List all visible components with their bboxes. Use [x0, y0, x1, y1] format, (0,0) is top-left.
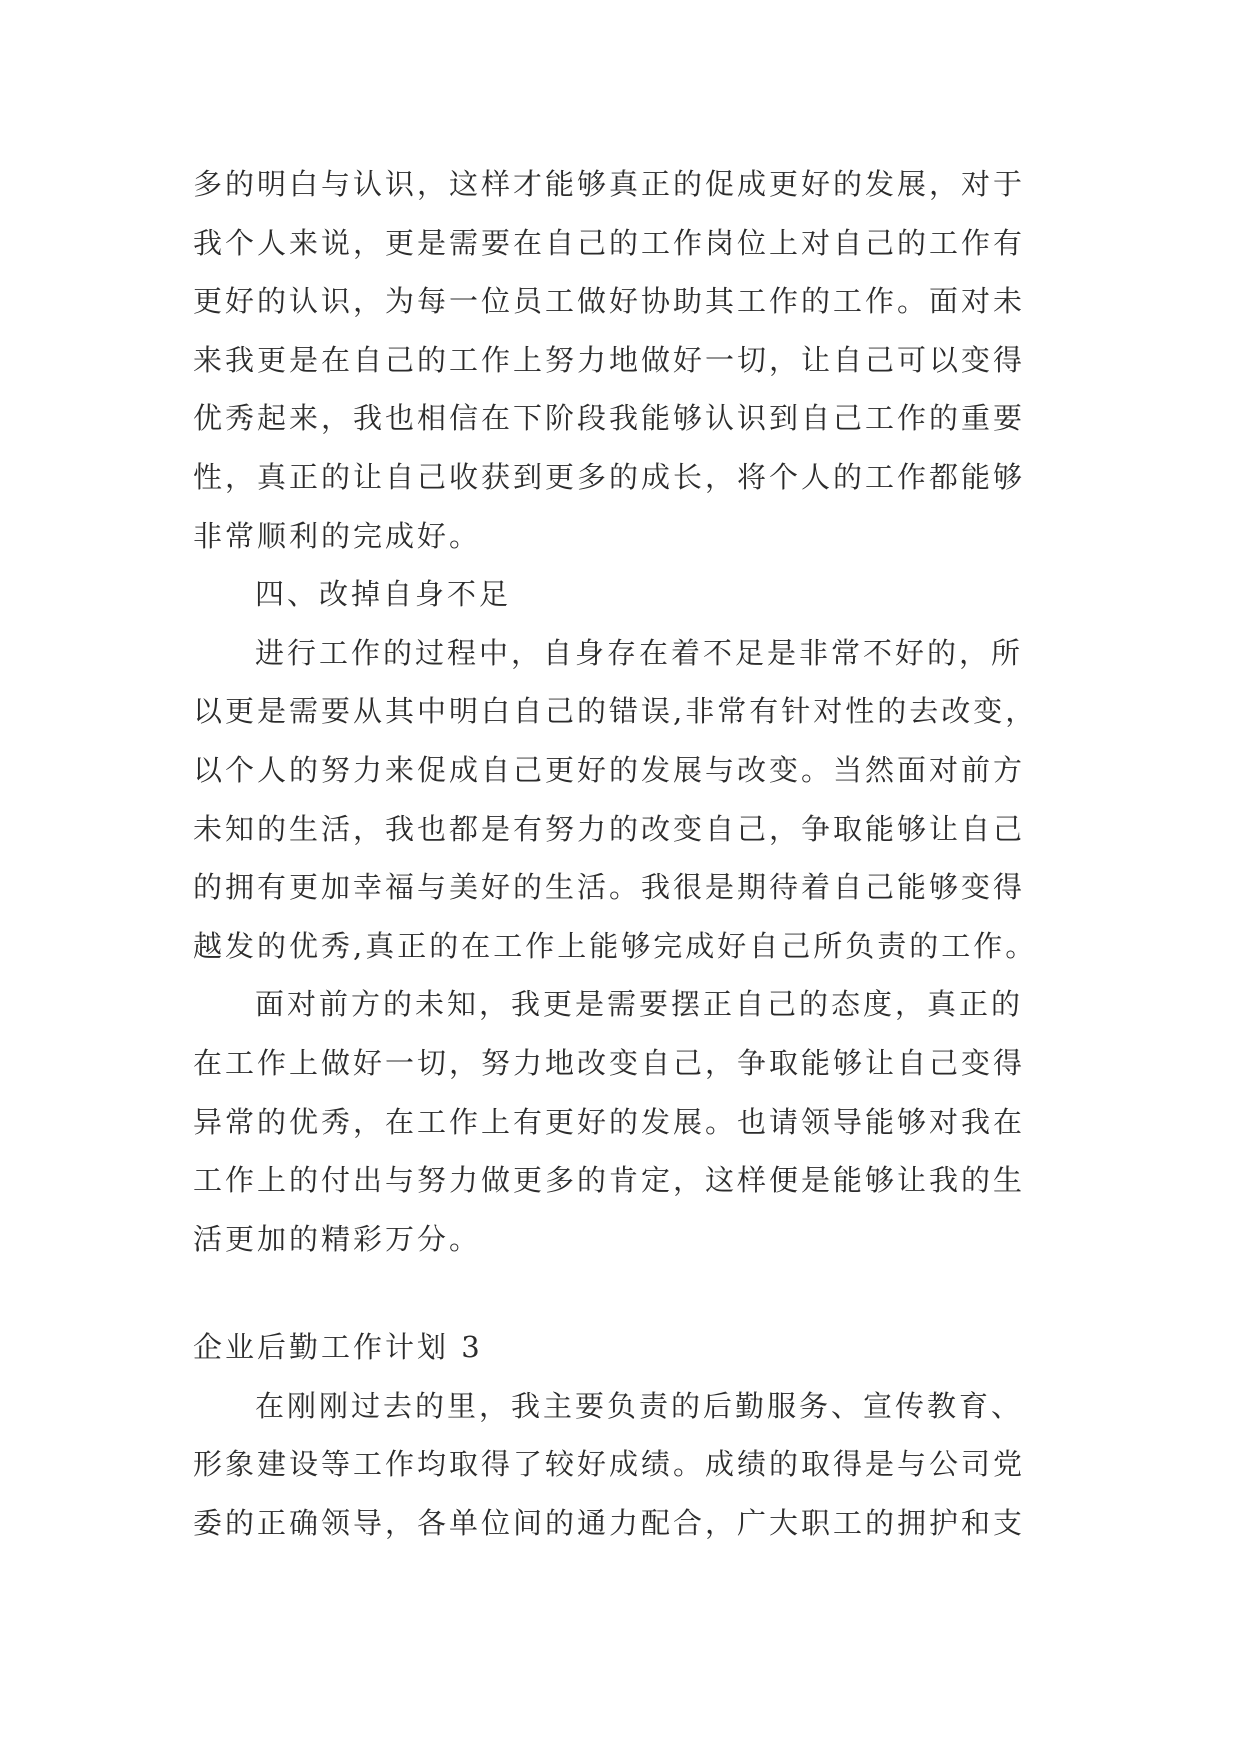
text-line: 委的正确领导，各单位间的通力配合，广大职工的拥护和支: [193, 1506, 1026, 1541]
text-line: 来我更是在自己的工作上努力地做好一切，让自己可以变得: [193, 342, 1026, 377]
paragraph-plan-3: [193, 1377, 1073, 1553]
text-line: 更好的认识，为每一位员工做好协助其工作的工作。面对未: [193, 284, 1026, 319]
document-subtitle: 企业后勤工作计划 3: [193, 1330, 483, 1365]
text-line: 多的明白与认识，这样才能够真正的促成更好的发展，对于: [193, 167, 1026, 201]
paragraph-shortcomings: [193, 624, 1073, 976]
text-line: 优秀起来，我也相信在下阶段我能够认识到自己工作的重要: [193, 401, 1026, 436]
text-line: 的拥有更加幸福与美好的生活。我很是期待着自己能够变得: [193, 870, 1026, 905]
text-line: 进行工作的过程中，自身存在着不足是非常不好的，所: [255, 635, 1024, 670]
text-line: 越发的优秀,真正的在工作上能够完成好自己所负责的工作。: [193, 928, 1038, 963]
text-line: 以个人的努力来促成自己更好的发展与改变。当然面对前方: [193, 752, 1026, 787]
text-line: 面对前方的未知，我更是需要摆正自己的态度，真正的: [255, 987, 1024, 1022]
document-body: [193, 155, 1073, 1553]
text-line: 性，真正的让自己收获到更多的成长，将个人的工作都能够: [193, 459, 1026, 494]
paragraph-continued: [193, 155, 1073, 565]
section-heading-four: [193, 565, 1073, 624]
section-heading: 四、改掉自身不足: [255, 577, 512, 612]
text-line: 非常顺利的完成好。: [193, 518, 482, 553]
text-line: 在工作上做好一切，努力地改变自己，争取能够让自己变得: [193, 1045, 1026, 1080]
text-line: 在刚刚过去的里，我主要负责的后勤服务、宣传教育、: [255, 1388, 1024, 1423]
plan-3-title-block: [193, 1318, 1073, 1377]
text-line: 活更加的精彩万分。: [193, 1221, 482, 1256]
text-line: 未知的生活，我也都是有努力的改变自己，争取能够让自己: [193, 811, 1026, 846]
text-line: 异常的优秀，在工作上有更好的发展。也请领导能够对我在: [193, 1104, 1026, 1139]
text-line: 我个人来说，更是需要在自己的工作岗位上对自己的工作有: [193, 225, 1026, 260]
text-line: 形象建设等工作均取得了较好成绩。成绩的取得是与公司党: [193, 1447, 1026, 1482]
text-line: 以更是需要从其中明白自己的错误,非常有针对性的去改变，: [193, 694, 1038, 729]
text-line: 工作上的付出与努力做更多的肯定，这样便是能够让我的生: [193, 1163, 1026, 1198]
paragraph-future: [193, 975, 1073, 1268]
